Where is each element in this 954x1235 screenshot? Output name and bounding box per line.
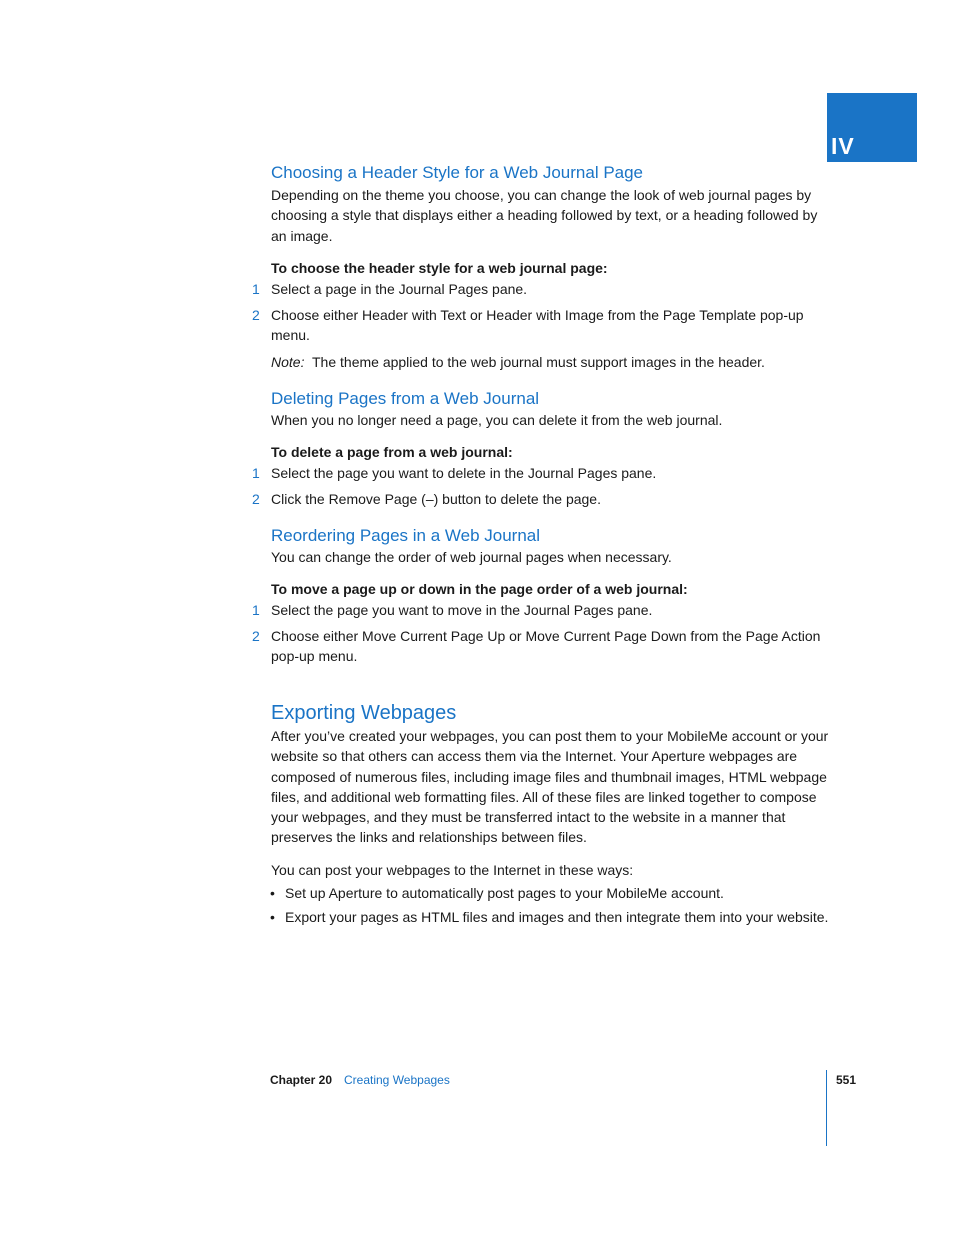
step-item [252,600,831,620]
procedure-title-deleting: To delete a page from a web journal: [271,444,513,460]
page-number: 551 [836,1073,857,1087]
procedure-title-header-style: To choose the header style for a web journal page: [271,260,608,276]
step-number: 1 [252,465,260,481]
footer-chapter-title: Creating Webpages [344,1073,450,1087]
section-intro-deleting: When you no longer need a page, you can delete it from the web journal. [271,412,723,428]
section-intro-reordering: You can change the order of web journal pages when necessary. [271,549,672,565]
section-lead-exporting: You can post your webpages to the Internet in these ways: [271,862,634,878]
step-number: 2 [252,491,260,507]
step-text: Select the page you want to delete in the Journal Pages pane. [271,465,657,481]
section-heading-reordering: Reordering Pages in a Web Journal [271,526,541,545]
part-tab [827,93,917,162]
section-heading-exporting: Exporting Webpages [271,702,457,724]
step-number: 1 [252,602,260,618]
step-item [252,463,831,483]
footer-chapter: Chapter 20 [270,1073,333,1087]
step-text: Select the page you want to move in the Journal Pages pane. [271,602,653,618]
step-text: Choose either Header with Text or Header with Image from the Page Template pop-up menu. [271,307,804,344]
bullet-item [270,883,724,903]
section-intro-header-style: Depending on the theme you choose, you can change the look of web journal pages by choosing a style that displays either a heading followed by text, or a heading followed by an image. [271,187,818,244]
step-text: Select a page in the Journal Pages pane. [271,281,528,297]
step-item [252,279,831,299]
step-item [252,626,831,667]
note-text: The theme applied to the web journal must support images in the header. [312,354,765,370]
bullet-item [270,907,829,927]
bullet-marker: • [270,909,275,925]
bullet-text: Export your pages as HTML files and images and then integrate them into your website. [285,909,829,925]
step-item [252,305,831,346]
bullet-text: Set up Aperture to automatically post pages to your MobileMe account. [285,885,724,901]
section-intro-exporting: After you’ve created your webpages, you can post them to your MobileMe account or your website so that others can access them via the Internet. Your Aperture webpages are composed of numerous files, including image files and thumbnail images, HTML webpage files, and additional web formatting files. All of these files are linked together to compose your webpages, and they must be transferred intact to the website in a manner that preserves the links and relationships between files. [271,728,829,846]
note [271,352,831,372]
step-number: 2 [252,307,260,323]
step-text: Choose either Move Current Page Up or Move Current Page Down from the Page Action pop-up menu. [271,628,821,665]
part-tab-label: IV [831,133,855,159]
step-number: 2 [252,628,260,644]
procedure-title-reordering: To move a page up or down in the page order of a web journal: [271,581,688,597]
step-number: 1 [252,281,260,297]
bullet-marker: • [270,885,275,901]
step-text: Click the Remove Page (–) button to delete the page. [271,491,601,507]
step-item [252,489,831,509]
note-label: Note: [271,354,305,370]
section-heading-header-style: Choosing a Header Style for a Web Journal Page [271,163,644,182]
footer-divider [826,1070,827,1146]
section-heading-deleting: Deleting Pages from a Web Journal [271,389,540,408]
